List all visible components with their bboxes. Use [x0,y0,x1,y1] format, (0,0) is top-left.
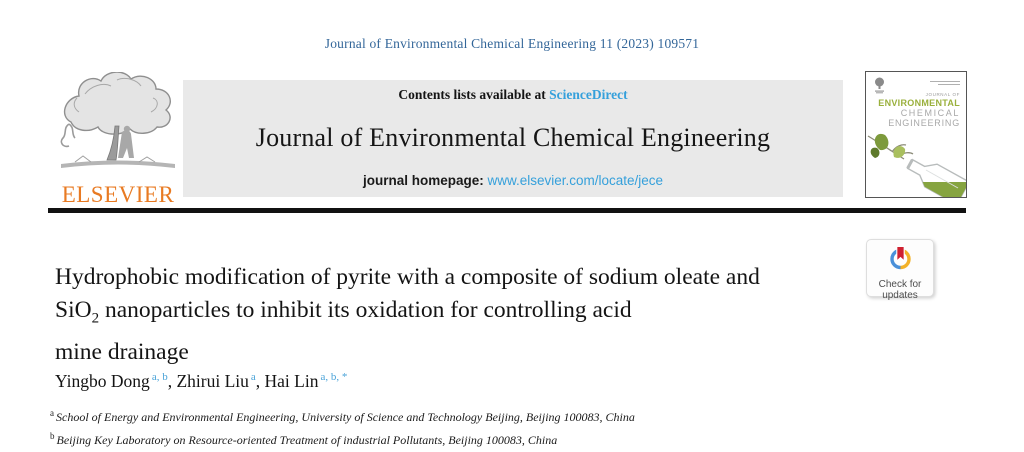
homepage-link[interactable]: www.elsevier.com/locate/jece [487,173,664,188]
journal-header-box [183,80,843,197]
author-byline [55,371,347,392]
crossmark-label [879,279,922,301]
author-name: Hai Lin [264,371,319,391]
author-affil-sup: a [250,371,256,384]
affiliations-block [50,404,635,449]
cover-bottle-illustration [866,112,967,198]
elsevier-wordmark: ELSEVIER [61,182,175,207]
title-line2-post: nanoparticles to inhibit its oxidation for controlling acid [99,297,632,323]
affiliation-sup: b [50,430,55,441]
cover-kicker: JOURNAL OF [925,92,960,97]
cover-title-line2: CHEMICAL [900,108,960,118]
affiliation-text: Beijing Key Laboratory on Resource-oriented Treatment of industrial Pollutants, Beijing 100083, China [56,432,558,447]
affiliation-a [50,404,635,427]
cover-publisher-mini-icon [873,77,886,99]
author-affil-sup: a, b, * [320,371,348,384]
author-name: Zhirui Liu [176,371,249,391]
author-separator: , [167,371,177,391]
journal-citation: Journal of Environmental Chemical Engineering 11 (2023) 109571 [324,36,700,51]
masthead-divider-rule [48,208,966,213]
affiliation-text: School of Energy and Environmental Engineering, University of Science and Technology Beijing, Beijing 100083, China [56,410,635,424]
author-name: Yingbo Dong [55,371,150,391]
elsevier-tree-icon [55,72,181,180]
affiliation-b [50,427,635,450]
journal-title: Journal of Environmental Chemical Engineering [255,123,771,152]
crossmark-label-line1: Check for [878,279,922,290]
title-line3: mine drainage [55,338,189,365]
crossmark-label-line2: updates [882,290,918,301]
title-line1: Hydrophobic modification of pyrite with a composite of sodium oleate and [55,264,760,290]
crossmark-icon [887,245,914,277]
sciencedirect-link[interactable]: ScienceDirect [549,87,628,102]
affiliation-sup: a [50,408,54,418]
crossmark-badge[interactable] [866,239,934,301]
homepage-line [363,173,663,188]
homepage-prefix: journal homepage: [362,173,488,188]
title-subscript: 2 [91,310,100,327]
elsevier-logo [55,72,181,210]
title-line2-pre: SiO [55,297,92,323]
article-title [55,261,855,369]
contents-line [398,87,627,103]
contents-line-prefix: Contents lists available at [398,87,550,102]
author-separator: , [255,371,265,391]
author-affil-sup: a, b [151,371,168,384]
cover-title-line1: ENVIRONMENTAL [878,98,960,108]
cover-title-line3: ENGINEERING [888,118,960,128]
cover-meta-lines [926,79,960,85]
journal-cover-thumbnail [865,71,967,198]
